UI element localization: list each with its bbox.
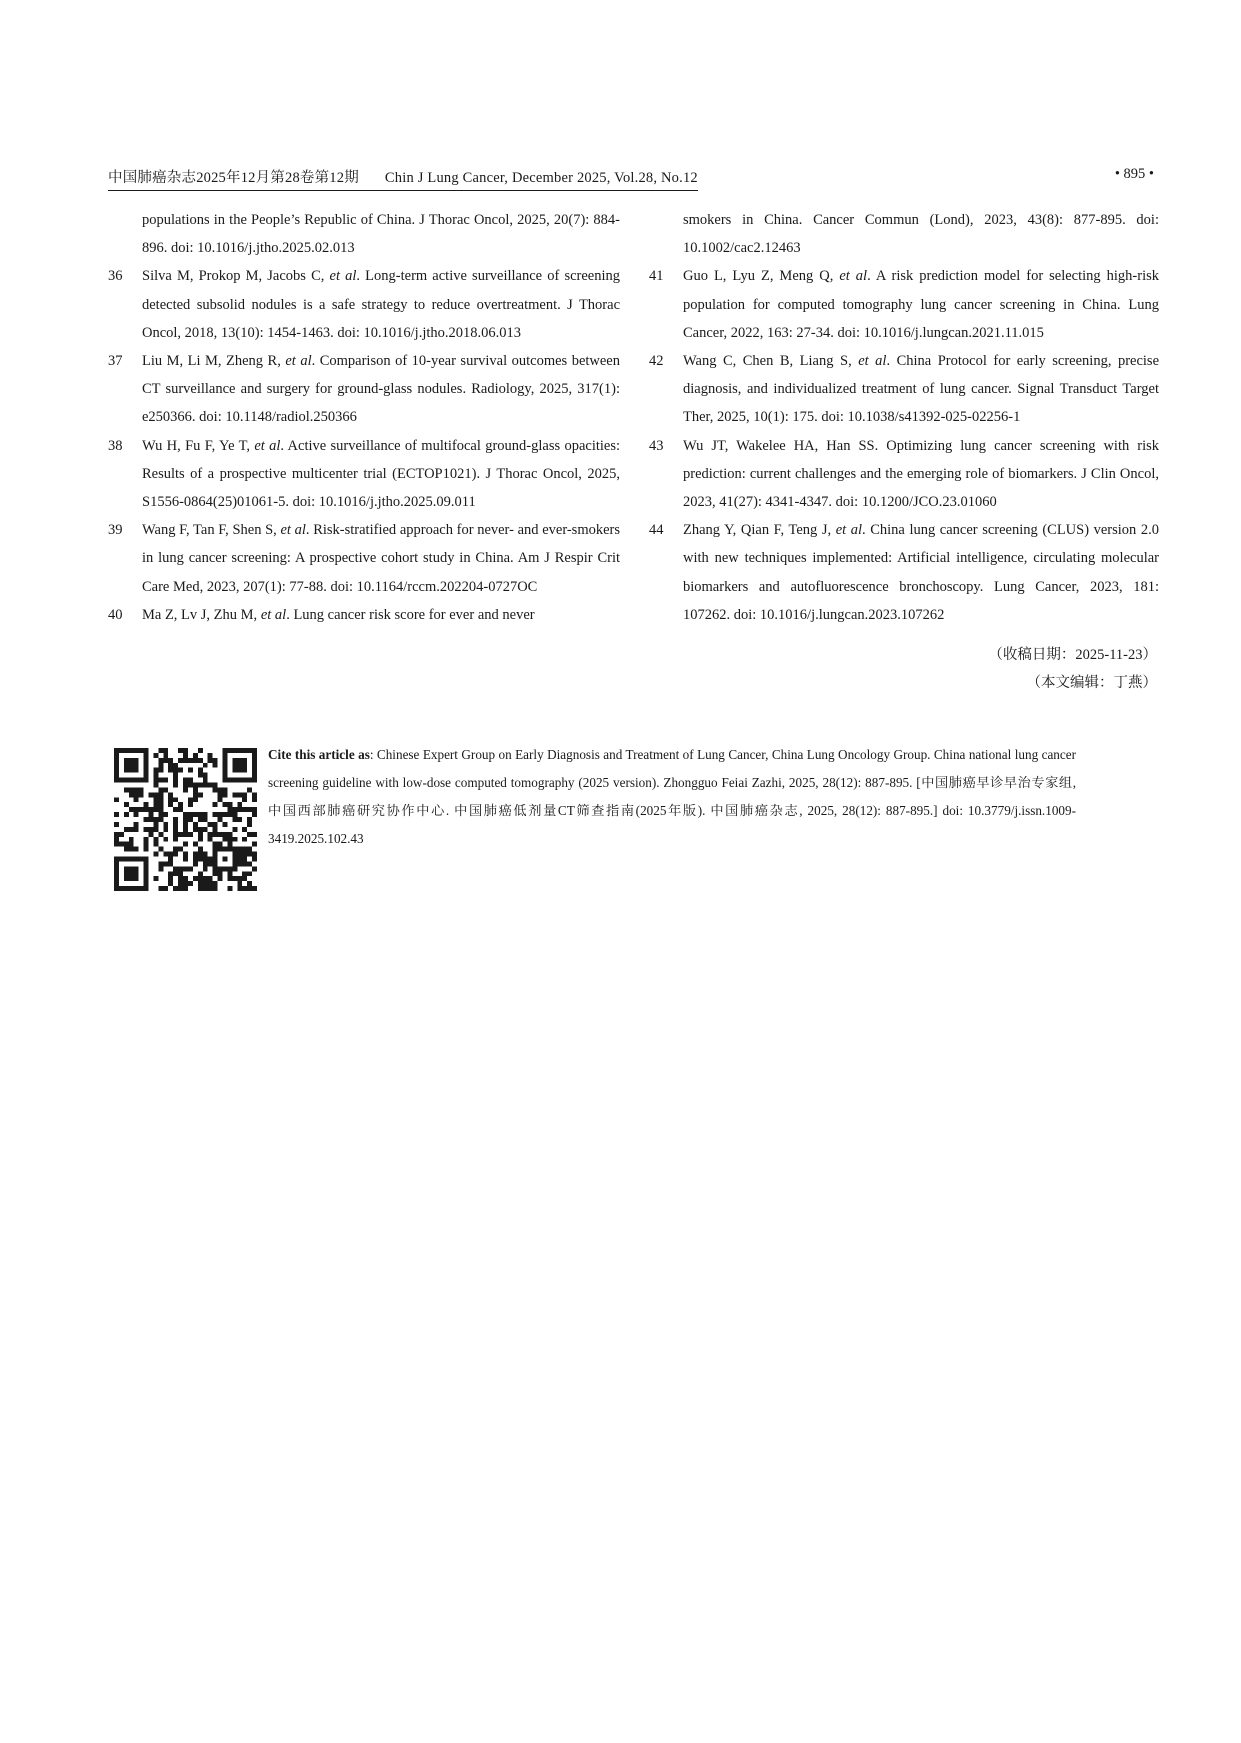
- editor-credit: （本文编辑：丁燕）: [1026, 675, 1157, 692]
- reference-item: 40 Ma Z, Lv J, Zhu M, et al. Lung cancer risk score for ever and never: [108, 601, 620, 629]
- citation-label: Cite this article as: [268, 747, 370, 762]
- reference-number: 38: [108, 437, 123, 454]
- reference-item: 44 Zhang Y, Qian F, Teng J, et al. China lung cancer screening (CLUS) version 2.0 with new techniques implemented: Artificial intelligence, circulating molecular biomarkers and autofluorescence bronchoscopy. Lung Cancer, 2023, 181: 107262. doi: 10.1016/j.lungcan.2023.107262: [649, 516, 1159, 629]
- left-column: [108, 206, 620, 629]
- reference-continuation: populations in the People’s Republic of China. J Thorac Oncol, 2025, 20(7): 884-896. doi: 10.1016/j.jtho.2025.02.013: [142, 212, 620, 257]
- reference-item: 38 Wu H, Fu F, Ye T, et al. Active surveillance of multifocal ground-glass opacities: Results of a prospective multicenter trial (ECTOP1021). J Thorac Oncol, 2025, S1556-0864(25)01061-5. doi: 10.1016/j.jtho.2025.09.011: [108, 432, 620, 517]
- running-header: [108, 166, 1154, 190]
- reference-number: 36: [108, 268, 123, 285]
- article-meta: [649, 641, 1159, 697]
- right-column: [649, 206, 1159, 697]
- journal-title-cn: 中国肺癌杂志2025年12月第28卷第12期: [108, 170, 359, 186]
- reference-number: 40: [108, 606, 123, 623]
- reference-number: 43: [649, 437, 664, 454]
- reference-item: 39 Wang F, Tan F, Shen S, et al. Risk-stratified approach for never- and ever-smokers in lung cancer screening: A prospective cohort study in China. Am J Respir Crit Care Med, 2023, 207(1): 77-88. doi: 10.1164/rccm.202204-0727OC: [108, 516, 620, 601]
- reference-item: 42 Wang C, Chen B, Liang S, et al. China Protocol for early screening, precise diagnosis, and individualized treatment of lung cancer. Signal Transduct Target Ther, 2025, 10(1): 175. doi: 10.1038/s41392-025-02256-1: [649, 347, 1159, 432]
- reference-number: 42: [649, 353, 664, 370]
- journal-title-en: Chin J Lung Cancer, December 2025, Vol.28, No.12: [384, 170, 698, 186]
- citation-block: [268, 741, 1076, 853]
- reference-item: 43 Wu JT, Wakelee HA, Han SS. Optimizing lung cancer screening with risk prediction: current challenges and the emerging role of biomarkers. J Clin Oncol, 2023, 41(27): 4341-4347. doi: 10.1200/JCO.23.01060: [649, 432, 1159, 517]
- reference-item: 37 Liu M, Li M, Zheng R, et al. Comparison of 10-year survival outcomes between CT surveillance and surgery for ground-glass nodules. Radiology, 2025, 317(1): e250366. doi: 10.1148/radiol.250366: [108, 347, 620, 432]
- reference-continuation: smokers in China. Cancer Commun (Lond), 2023, 43(8): 877-895. doi: 10.1002/cac2.12463: [683, 212, 1159, 257]
- received-date: （收稿日期：2025-11-23）: [988, 647, 1157, 664]
- qr-code-icon: [114, 748, 257, 891]
- reference-number: 41: [649, 268, 664, 285]
- reference-number: 39: [108, 522, 123, 539]
- reference-item: 36 Silva M, Prokop M, Jacobs C, et al. Long-term active surveillance of screening detected subsolid nodules is a safe strategy to reduce overtreatment. J Thorac Oncol, 2018, 13(10): 1454-1463. doi: 10.1016/j.jtho.2018.06.013: [108, 262, 620, 347]
- reference-number: 37: [108, 353, 123, 370]
- reference-number: 44: [649, 522, 664, 539]
- header-journal-line: [108, 166, 698, 191]
- page-number: • 895 •: [1114, 166, 1154, 182]
- citation-text: : Chinese Expert Group on Early Diagnosis and Treatment of Lung Cancer, China Lung Oncology Group. China national lung cancer screening guideline with low-dose computed tomography (2025 version). Zhongguo Feiai Zazhi, 2025, 28(12): 887-895. [中国肺癌早诊早治专家组, 中国西部肺癌研究协作中心. 中国肺癌低剂量CT筛查指南(2025年版). 中国肺癌杂志, 2025, 28(12): 887-895.] doi: 10.3779/j.issn.1009-3419.2025.102.43: [268, 747, 1076, 846]
- reference-item: 41 Guo L, Lyu Z, Meng Q, et al. A risk prediction model for selecting high-risk population for computed tomography lung cancer screening in China. Lung Cancer, 2022, 163: 27-34. doi: 10.1016/j.lungcan.2021.11.015: [649, 262, 1159, 347]
